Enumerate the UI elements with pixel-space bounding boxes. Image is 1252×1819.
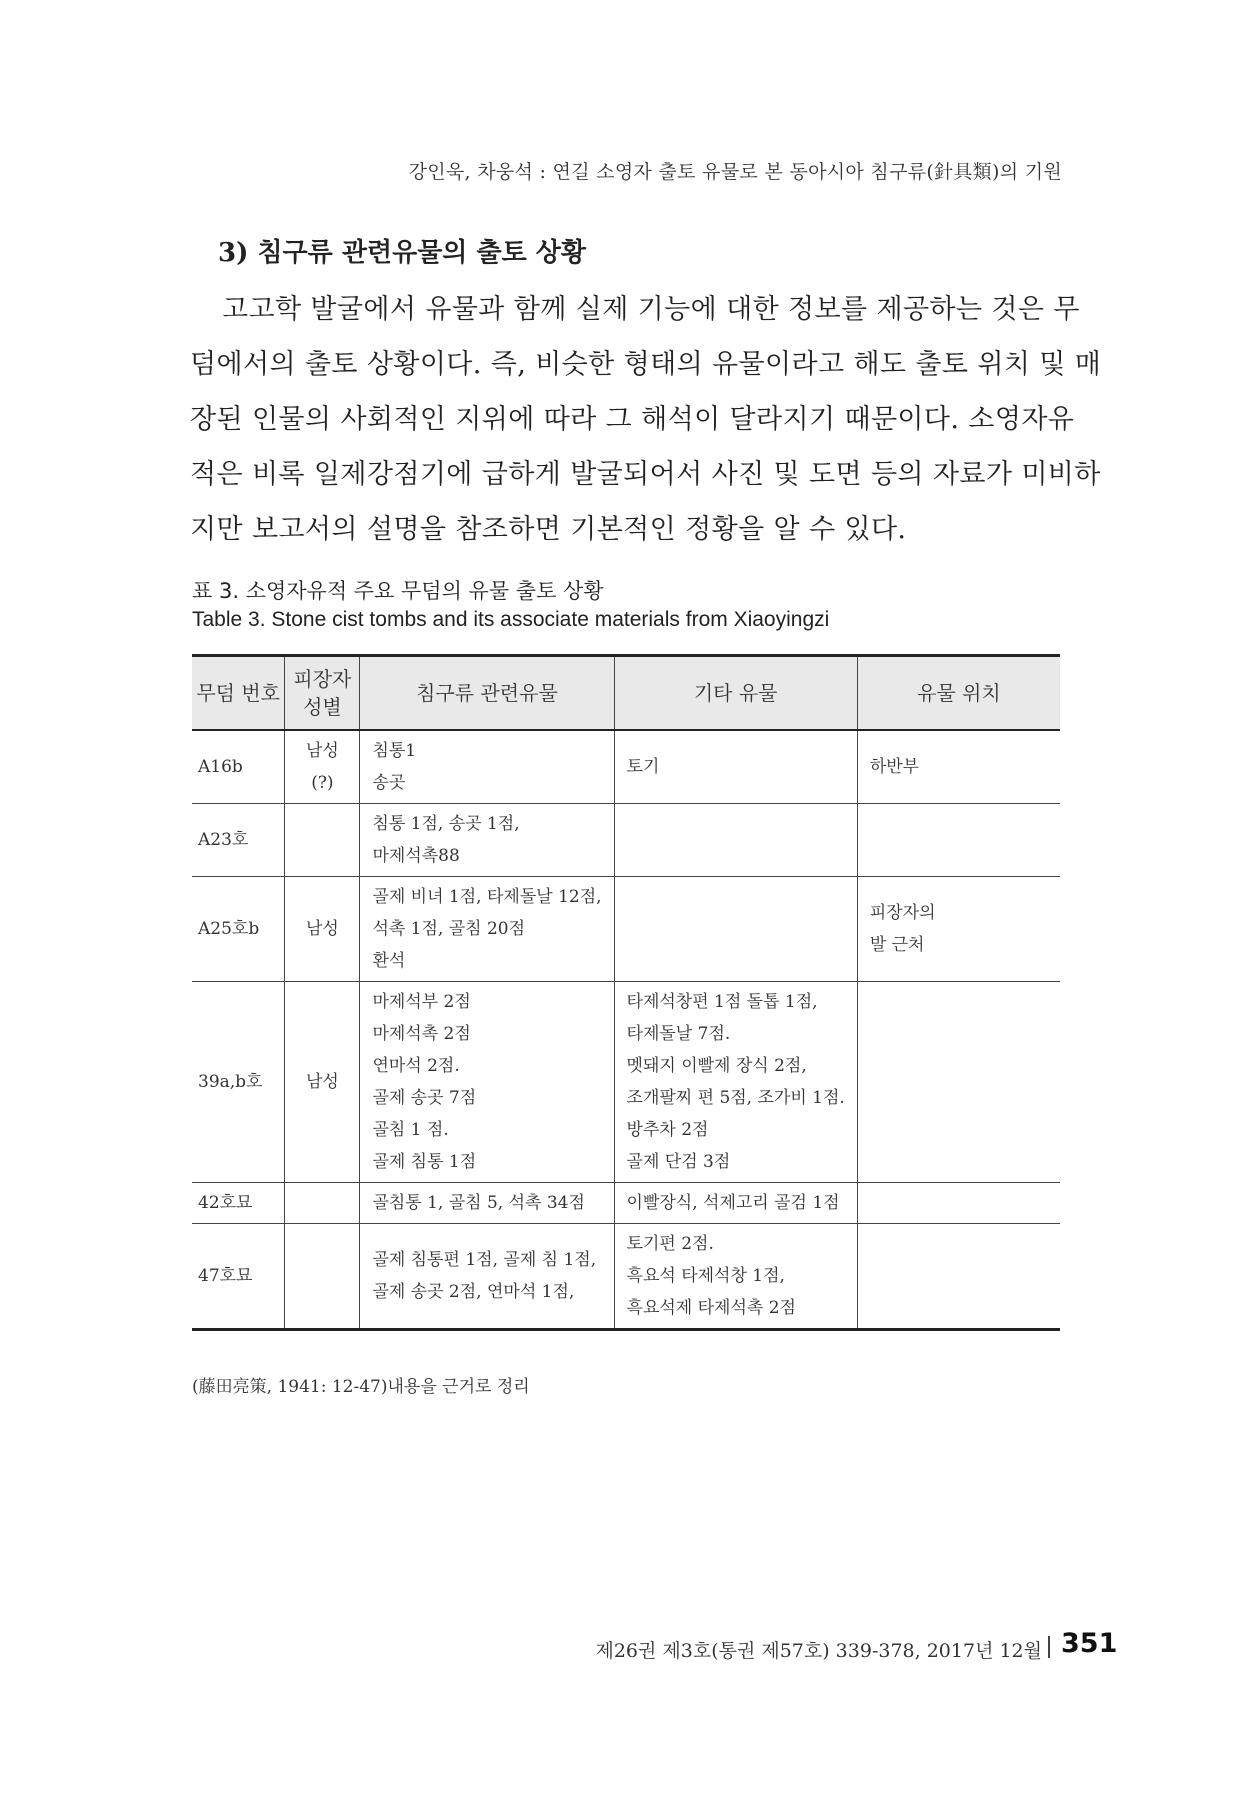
header-other-artifacts: 기타 유물 <box>614 656 857 731</box>
table-caption-korean: 표 3. 소영자유적 주요 무덤의 유물 출토 상황 <box>192 579 604 603</box>
cell-acupuncture-artifacts <box>360 982 614 1183</box>
cell-deceased-sex: 남성(?) <box>285 730 360 804</box>
header-sex-line: 피장자 <box>293 667 352 691</box>
cell-acupuncture-artifacts <box>360 804 614 877</box>
cell-line: 골제 송곳 7점 <box>372 1088 477 1108</box>
cell-line: 마제석촉88 <box>372 846 460 866</box>
body-line: 덤에서의 출토 상황이다. 즉, 비슷한 형태의 유물이라고 해도 출토 위치 및 매 <box>190 349 1102 380</box>
cell-line: 침통1 <box>372 741 417 761</box>
table-row <box>192 982 1060 1183</box>
cell-line: 발 근처 <box>869 935 925 955</box>
cell-line: 환석 <box>372 951 406 971</box>
cell-other-artifacts <box>614 804 857 877</box>
cell-line: 골제 비녀 1점, 타제돌날 12점, <box>372 887 602 907</box>
footer-citation: 제26권 제3호(통권 제57호) 339-378, 2017년 12월 <box>595 1640 1042 1662</box>
body-line: 지만 보고서의 설명을 참조하면 기본적인 정황을 알 수 있다. <box>190 514 907 545</box>
cell-line: 골침 1 점. <box>372 1120 449 1140</box>
section-heading: 3) 침구류 관련유물의 출토 상황 <box>218 238 586 268</box>
header-tomb-number: 무덤 번호 <box>192 656 285 731</box>
cell-line: 흑요석제 타제석촉 2점 <box>626 1298 796 1318</box>
header-acupuncture-artifacts: 침구류 관련유물 <box>360 656 614 731</box>
cell-other-artifacts <box>614 982 857 1183</box>
cell-acupuncture-artifacts <box>360 730 614 804</box>
artifact-table <box>192 654 1060 1331</box>
cell-line: 송곳 <box>372 773 406 793</box>
cell-other-artifacts <box>614 730 857 804</box>
cell-acupuncture-artifacts <box>360 1224 614 1330</box>
table-row <box>192 1183 1060 1224</box>
cell-line: 방추차 2점 <box>626 1120 709 1140</box>
body-paragraph <box>190 282 1102 557</box>
cell-acupuncture-artifacts <box>360 877 614 982</box>
cell-line: 흑요석 타제석창 1점, <box>626 1266 785 1286</box>
cell-deceased-sex: 남성 <box>285 877 360 982</box>
cell-tomb-number: 42호묘 <box>192 1183 285 1224</box>
cell-acupuncture-artifacts <box>360 1183 614 1224</box>
cell-line: 골제 침통 1점 <box>372 1152 477 1172</box>
cell-line: 이빨장식, 석제고리 골검 1점 <box>626 1193 840 1213</box>
cell-deceased-sex <box>285 804 360 877</box>
table-row <box>192 804 1060 877</box>
cell-line: 토기 <box>626 757 660 777</box>
cell-deceased-sex <box>285 1183 360 1224</box>
footer-divider <box>1048 1636 1050 1658</box>
cell-tomb-number: 47호묘 <box>192 1224 285 1330</box>
cell-artifact-location <box>857 1224 1060 1330</box>
cell-other-artifacts <box>614 1183 857 1224</box>
cell-line: 골제 단검 3점 <box>626 1152 731 1172</box>
table-source-note: (藤田亮策, 1941: 12-47)내용을 근거로 정리 <box>192 1377 530 1397</box>
cell-line: 연마석 2점. <box>372 1056 460 1076</box>
cell-deceased-sex <box>285 1224 360 1330</box>
cell-line: 피장자의 <box>869 903 936 923</box>
body-line: 적은 비록 일제강점기에 급하게 발굴되어서 사진 및 도면 등의 자료가 미비하 <box>190 459 1101 490</box>
cell-line: 멧돼지 이빨제 장식 2점, <box>626 1056 807 1076</box>
running-header: 강인욱, 차웅석 : 연길 소영자 출토 유물로 본 동아시아 침구류(針具類)의 기원 <box>408 161 1062 183</box>
cell-deceased-sex: 남성 <box>285 982 360 1183</box>
cell-line: 조개팔찌 편 5점, 조가비 1점. <box>626 1088 845 1108</box>
header-deceased-sex <box>285 656 360 731</box>
cell-tomb-number: 39a,b호 <box>192 982 285 1183</box>
cell-line: 토기편 2점. <box>626 1234 714 1254</box>
cell-line: 타제돌날 7점. <box>626 1024 731 1044</box>
table-caption-english: Table 3. Stone cist tombs and its associate materials from Xiaoyingzi <box>192 608 830 631</box>
page-number: 351 <box>1061 1628 1118 1659</box>
cell-artifact-location <box>857 804 1060 877</box>
header-sex-line: 성별 <box>303 695 342 719</box>
body-line: 장된 인물의 사회적인 지위에 따라 그 해석이 달라지기 때문이다. 소영자유 <box>190 404 1075 435</box>
body-line: 고고학 발굴에서 유물과 함께 실제 기능에 대한 정보를 제공하는 것은 무 <box>222 294 1080 325</box>
cell-line: 하반부 <box>869 757 920 777</box>
table-row <box>192 877 1060 982</box>
cell-line: 마제석부 2점 <box>372 992 471 1012</box>
cell-artifact-location <box>857 730 1060 804</box>
cell-other-artifacts <box>614 877 857 982</box>
table-row <box>192 730 1060 804</box>
cell-other-artifacts <box>614 1224 857 1330</box>
cell-artifact-location <box>857 982 1060 1183</box>
cell-tomb-number: A16b <box>192 730 285 804</box>
cell-line: 석촉 1점, 골침 20점 <box>372 919 526 939</box>
cell-line: 타제석창편 1점 돌톱 1점, <box>626 992 818 1012</box>
cell-tomb-number: A25호b <box>192 877 285 982</box>
cell-artifact-location <box>857 1183 1060 1224</box>
table-header-row <box>192 656 1060 731</box>
cell-line: 골침통 1, 골침 5, 석촉 34점 <box>372 1193 585 1213</box>
table-row <box>192 1224 1060 1330</box>
cell-tomb-number: A23호 <box>192 804 285 877</box>
cell-artifact-location <box>857 877 1060 982</box>
cell-line: 골제 송곳 2점, 연마석 1점, <box>372 1282 575 1302</box>
cell-line: 침통 1점, 송곳 1점, <box>372 814 520 834</box>
cell-line: 골제 침통편 1점, 골제 침 1점, <box>372 1250 597 1270</box>
cell-line: 마제석촉 2점 <box>372 1024 471 1044</box>
header-artifact-location: 유물 위치 <box>857 656 1060 731</box>
